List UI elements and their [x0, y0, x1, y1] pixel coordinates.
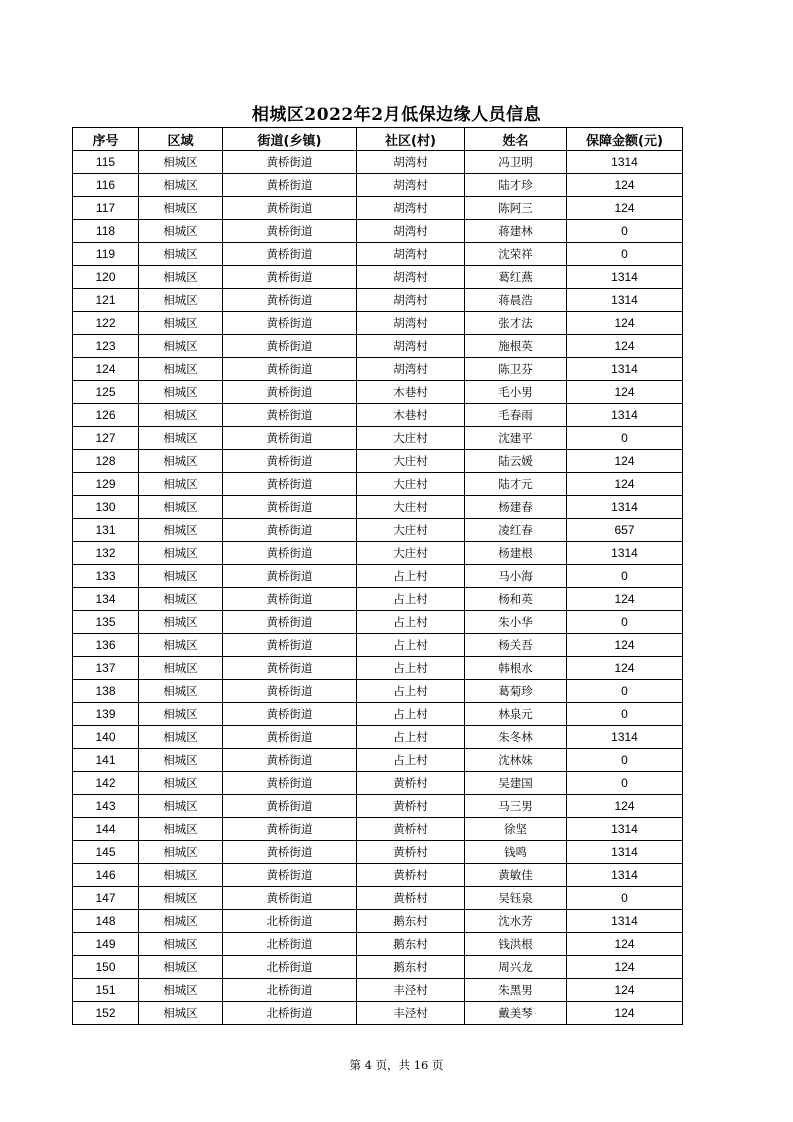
table-row [73, 496, 683, 519]
cell-index: 152 [73, 1002, 139, 1025]
cell-subdistrict: 北桥街道 [223, 1002, 357, 1025]
cell-district: 相城区 [139, 220, 223, 243]
cell-amount: 1314 [567, 266, 683, 289]
cell-subdistrict: 黄桥街道 [223, 749, 357, 772]
cell-amount: 657 [567, 519, 683, 542]
table-row [73, 841, 683, 864]
cell-subdistrict: 北桥街道 [223, 933, 357, 956]
table-row [73, 1002, 683, 1025]
table-row [73, 335, 683, 358]
table-row [73, 611, 683, 634]
cell-community: 占上村 [357, 588, 465, 611]
cell-community: 胡湾村 [357, 289, 465, 312]
cell-district: 相城区 [139, 519, 223, 542]
cell-subdistrict: 黄桥街道 [223, 427, 357, 450]
cell-subdistrict: 黄桥街道 [223, 174, 357, 197]
cell-community: 大庄村 [357, 519, 465, 542]
cell-amount: 0 [567, 565, 683, 588]
cell-amount: 124 [567, 381, 683, 404]
cell-district: 相城区 [139, 243, 223, 266]
cell-index: 146 [73, 864, 139, 887]
cell-index: 142 [73, 772, 139, 795]
cell-subdistrict: 黄桥街道 [223, 473, 357, 496]
cell-subdistrict: 黄桥街道 [223, 289, 357, 312]
cell-district: 相城区 [139, 611, 223, 634]
cell-index: 134 [73, 588, 139, 611]
cell-amount: 124 [567, 634, 683, 657]
cell-amount: 124 [567, 473, 683, 496]
cell-amount: 1314 [567, 864, 683, 887]
column-header-subdistrict: 街道(乡镇) [223, 128, 357, 151]
cell-district: 相城区 [139, 887, 223, 910]
cell-subdistrict: 黄桥街道 [223, 588, 357, 611]
cell-community: 黄桥村 [357, 772, 465, 795]
cell-subdistrict: 黄桥街道 [223, 312, 357, 335]
column-header-amount: 保障金额(元) [567, 128, 683, 151]
cell-index: 137 [73, 657, 139, 680]
cell-amount: 1314 [567, 841, 683, 864]
cell-community: 丰泾村 [357, 1002, 465, 1025]
cell-amount: 1314 [567, 726, 683, 749]
cell-district: 相城区 [139, 496, 223, 519]
cell-name: 凌红春 [465, 519, 567, 542]
cell-index: 130 [73, 496, 139, 519]
cell-index: 117 [73, 197, 139, 220]
cell-subdistrict: 黄桥街道 [223, 887, 357, 910]
cell-subdistrict: 黄桥街道 [223, 726, 357, 749]
cell-district: 相城区 [139, 335, 223, 358]
cell-name: 杨和英 [465, 588, 567, 611]
cell-district: 相城区 [139, 151, 223, 174]
cell-name: 杨关吾 [465, 634, 567, 657]
cell-amount: 124 [567, 795, 683, 818]
table-row [73, 266, 683, 289]
table-row [73, 450, 683, 473]
cell-amount: 124 [567, 174, 683, 197]
cell-community: 胡湾村 [357, 358, 465, 381]
cell-community: 占上村 [357, 634, 465, 657]
cell-community: 大庄村 [357, 450, 465, 473]
cell-district: 相城区 [139, 864, 223, 887]
table-row [73, 358, 683, 381]
cell-index: 119 [73, 243, 139, 266]
cell-community: 占上村 [357, 657, 465, 680]
cell-amount: 1314 [567, 358, 683, 381]
cell-community: 胡湾村 [357, 335, 465, 358]
cell-district: 相城区 [139, 956, 223, 979]
cell-district: 相城区 [139, 726, 223, 749]
cell-community: 黄桥村 [357, 887, 465, 910]
cell-name: 吴建国 [465, 772, 567, 795]
cell-community: 鹅东村 [357, 956, 465, 979]
cell-amount: 0 [567, 427, 683, 450]
cell-index: 126 [73, 404, 139, 427]
table-row [73, 220, 683, 243]
cell-district: 相城区 [139, 703, 223, 726]
cell-index: 139 [73, 703, 139, 726]
table-row [73, 772, 683, 795]
cell-index: 125 [73, 381, 139, 404]
column-header-name: 姓名 [465, 128, 567, 151]
table-row [73, 864, 683, 887]
cell-index: 122 [73, 312, 139, 335]
cell-amount: 124 [567, 197, 683, 220]
cell-index: 145 [73, 841, 139, 864]
table-row [73, 910, 683, 933]
cell-index: 141 [73, 749, 139, 772]
cell-amount: 1314 [567, 496, 683, 519]
cell-amount: 1314 [567, 289, 683, 312]
table-row [73, 427, 683, 450]
cell-district: 相城区 [139, 841, 223, 864]
cell-subdistrict: 北桥街道 [223, 956, 357, 979]
cell-community: 胡湾村 [357, 266, 465, 289]
cell-index: 123 [73, 335, 139, 358]
cell-subdistrict: 黄桥街道 [223, 519, 357, 542]
table-body [73, 151, 683, 1025]
column-header-community: 社区(村) [357, 128, 465, 151]
cell-community: 占上村 [357, 680, 465, 703]
cell-subdistrict: 黄桥街道 [223, 450, 357, 473]
recipients-table [72, 127, 683, 1025]
table-row [73, 312, 683, 335]
table-row [73, 404, 683, 427]
cell-community: 胡湾村 [357, 220, 465, 243]
cell-subdistrict: 黄桥街道 [223, 243, 357, 266]
cell-index: 131 [73, 519, 139, 542]
cell-district: 相城区 [139, 312, 223, 335]
cell-amount: 1314 [567, 404, 683, 427]
cell-name: 徐坚 [465, 818, 567, 841]
cell-name: 黄敏佳 [465, 864, 567, 887]
cell-district: 相城区 [139, 289, 223, 312]
cell-subdistrict: 黄桥街道 [223, 634, 357, 657]
cell-community: 胡湾村 [357, 151, 465, 174]
table-row [73, 151, 683, 174]
cell-name: 陆云媛 [465, 450, 567, 473]
cell-index: 147 [73, 887, 139, 910]
cell-index: 138 [73, 680, 139, 703]
cell-district: 相城区 [139, 795, 223, 818]
cell-district: 相城区 [139, 473, 223, 496]
cell-index: 151 [73, 979, 139, 1002]
cell-index: 124 [73, 358, 139, 381]
page-footer: 第 4 页，共 16 页 [349, 1058, 444, 1072]
cell-community: 木巷村 [357, 404, 465, 427]
cell-district: 相城区 [139, 588, 223, 611]
cell-amount: 124 [567, 933, 683, 956]
table-row [73, 749, 683, 772]
table-row [73, 588, 683, 611]
cell-name: 毛小男 [465, 381, 567, 404]
cell-amount: 0 [567, 887, 683, 910]
cell-index: 150 [73, 956, 139, 979]
cell-index: 132 [73, 542, 139, 565]
cell-amount: 1314 [567, 542, 683, 565]
cell-name: 吴钰泉 [465, 887, 567, 910]
cell-subdistrict: 黄桥街道 [223, 657, 357, 680]
page-title: 相城区2022年2月低保边缘人员信息 [251, 105, 542, 125]
cell-index: 129 [73, 473, 139, 496]
cell-name: 沈林妹 [465, 749, 567, 772]
cell-name: 钱鸣 [465, 841, 567, 864]
table-row [73, 680, 683, 703]
cell-amount: 1314 [567, 151, 683, 174]
cell-district: 相城区 [139, 404, 223, 427]
cell-name: 沈水芳 [465, 910, 567, 933]
cell-community: 大庄村 [357, 427, 465, 450]
cell-district: 相城区 [139, 634, 223, 657]
cell-district: 相城区 [139, 427, 223, 450]
cell-community: 占上村 [357, 703, 465, 726]
cell-subdistrict: 黄桥街道 [223, 335, 357, 358]
cell-amount: 0 [567, 243, 683, 266]
table-row [73, 174, 683, 197]
cell-district: 相城区 [139, 772, 223, 795]
cell-subdistrict: 黄桥街道 [223, 197, 357, 220]
cell-community: 鹅东村 [357, 933, 465, 956]
cell-district: 相城区 [139, 197, 223, 220]
cell-name: 朱黑男 [465, 979, 567, 1002]
cell-district: 相城区 [139, 174, 223, 197]
cell-district: 相城区 [139, 542, 223, 565]
cell-district: 相城区 [139, 910, 223, 933]
cell-index: 144 [73, 818, 139, 841]
table-row [73, 818, 683, 841]
cell-community: 占上村 [357, 749, 465, 772]
cell-community: 黄桥村 [357, 818, 465, 841]
cell-community: 胡湾村 [357, 197, 465, 220]
cell-name: 陆才珍 [465, 174, 567, 197]
cell-name: 冯卫明 [465, 151, 567, 174]
cell-subdistrict: 黄桥街道 [223, 266, 357, 289]
cell-name: 蒋建林 [465, 220, 567, 243]
table-row [73, 473, 683, 496]
cell-subdistrict: 黄桥街道 [223, 703, 357, 726]
cell-name: 周兴龙 [465, 956, 567, 979]
cell-index: 120 [73, 266, 139, 289]
cell-name: 毛春雨 [465, 404, 567, 427]
cell-name: 朱小华 [465, 611, 567, 634]
cell-subdistrict: 北桥街道 [223, 910, 357, 933]
cell-index: 135 [73, 611, 139, 634]
table-row [73, 289, 683, 312]
table-row [73, 657, 683, 680]
table-row [73, 197, 683, 220]
table-row [73, 795, 683, 818]
cell-subdistrict: 黄桥街道 [223, 496, 357, 519]
cell-amount: 124 [567, 956, 683, 979]
cell-district: 相城区 [139, 266, 223, 289]
cell-subdistrict: 黄桥街道 [223, 381, 357, 404]
cell-name: 马三男 [465, 795, 567, 818]
cell-subdistrict: 黄桥街道 [223, 220, 357, 243]
cell-name: 陈阿三 [465, 197, 567, 220]
cell-community: 占上村 [357, 726, 465, 749]
cell-name: 杨建春 [465, 496, 567, 519]
cell-name: 林泉元 [465, 703, 567, 726]
cell-index: 115 [73, 151, 139, 174]
cell-name: 陈卫芬 [465, 358, 567, 381]
cell-district: 相城区 [139, 1002, 223, 1025]
cell-index: 118 [73, 220, 139, 243]
cell-subdistrict: 黄桥街道 [223, 818, 357, 841]
cell-subdistrict: 黄桥街道 [223, 611, 357, 634]
cell-index: 148 [73, 910, 139, 933]
column-header-index: 序号 [73, 128, 139, 151]
table-row [73, 542, 683, 565]
cell-district: 相城区 [139, 381, 223, 404]
cell-amount: 0 [567, 611, 683, 634]
cell-name: 钱洪根 [465, 933, 567, 956]
cell-name: 戴美琴 [465, 1002, 567, 1025]
cell-index: 143 [73, 795, 139, 818]
cell-subdistrict: 黄桥街道 [223, 772, 357, 795]
cell-amount: 124 [567, 450, 683, 473]
cell-name: 韩根水 [465, 657, 567, 680]
column-header-district: 区域 [139, 128, 223, 151]
cell-amount: 1314 [567, 818, 683, 841]
cell-community: 大庄村 [357, 473, 465, 496]
cell-amount: 124 [567, 312, 683, 335]
cell-district: 相城区 [139, 657, 223, 680]
cell-subdistrict: 黄桥街道 [223, 542, 357, 565]
table-row [73, 933, 683, 956]
cell-index: 140 [73, 726, 139, 749]
cell-subdistrict: 黄桥街道 [223, 404, 357, 427]
cell-amount: 0 [567, 220, 683, 243]
cell-community: 大庄村 [357, 542, 465, 565]
cell-community: 木巷村 [357, 381, 465, 404]
cell-amount: 124 [567, 979, 683, 1002]
cell-name: 朱冬林 [465, 726, 567, 749]
cell-district: 相城区 [139, 818, 223, 841]
cell-amount: 124 [567, 1002, 683, 1025]
cell-amount: 124 [567, 657, 683, 680]
cell-district: 相城区 [139, 680, 223, 703]
cell-community: 占上村 [357, 565, 465, 588]
cell-name: 蒋晨浩 [465, 289, 567, 312]
cell-community: 胡湾村 [357, 243, 465, 266]
cell-amount: 0 [567, 749, 683, 772]
cell-index: 127 [73, 427, 139, 450]
cell-community: 鹅东村 [357, 910, 465, 933]
cell-index: 149 [73, 933, 139, 956]
cell-name: 陆才元 [465, 473, 567, 496]
table-row [73, 703, 683, 726]
cell-district: 相城区 [139, 979, 223, 1002]
table-row [73, 956, 683, 979]
table-row [73, 381, 683, 404]
cell-name: 沈建平 [465, 427, 567, 450]
table-row [73, 565, 683, 588]
cell-name: 张才法 [465, 312, 567, 335]
cell-community: 黄桥村 [357, 841, 465, 864]
table-row [73, 887, 683, 910]
cell-amount: 0 [567, 772, 683, 795]
cell-subdistrict: 黄桥街道 [223, 680, 357, 703]
cell-community: 胡湾村 [357, 174, 465, 197]
cell-community: 黄桥村 [357, 795, 465, 818]
cell-district: 相城区 [139, 933, 223, 956]
cell-amount: 1314 [567, 910, 683, 933]
cell-subdistrict: 北桥街道 [223, 979, 357, 1002]
cell-amount: 0 [567, 680, 683, 703]
table-row [73, 634, 683, 657]
cell-community: 丰泾村 [357, 979, 465, 1002]
cell-subdistrict: 黄桥街道 [223, 358, 357, 381]
cell-subdistrict: 黄桥街道 [223, 864, 357, 887]
cell-subdistrict: 黄桥街道 [223, 151, 357, 174]
table-header-row [73, 128, 683, 151]
cell-community: 占上村 [357, 611, 465, 634]
cell-subdistrict: 黄桥街道 [223, 795, 357, 818]
cell-index: 133 [73, 565, 139, 588]
cell-community: 大庄村 [357, 496, 465, 519]
table-row [73, 726, 683, 749]
cell-district: 相城区 [139, 565, 223, 588]
cell-name: 杨建根 [465, 542, 567, 565]
cell-amount: 124 [567, 335, 683, 358]
cell-index: 136 [73, 634, 139, 657]
cell-name: 沈荣祥 [465, 243, 567, 266]
cell-district: 相城区 [139, 450, 223, 473]
cell-index: 128 [73, 450, 139, 473]
cell-community: 胡湾村 [357, 312, 465, 335]
cell-name: 施根英 [465, 335, 567, 358]
cell-index: 116 [73, 174, 139, 197]
cell-subdistrict: 黄桥街道 [223, 841, 357, 864]
table-row [73, 519, 683, 542]
cell-name: 马小海 [465, 565, 567, 588]
cell-amount: 124 [567, 588, 683, 611]
cell-name: 葛菊珍 [465, 680, 567, 703]
cell-index: 121 [73, 289, 139, 312]
cell-amount: 0 [567, 703, 683, 726]
cell-district: 相城区 [139, 749, 223, 772]
cell-district: 相城区 [139, 358, 223, 381]
cell-name: 葛红燕 [465, 266, 567, 289]
table-row [73, 243, 683, 266]
cell-community: 黄桥村 [357, 864, 465, 887]
table-row [73, 979, 683, 1002]
cell-subdistrict: 黄桥街道 [223, 565, 357, 588]
